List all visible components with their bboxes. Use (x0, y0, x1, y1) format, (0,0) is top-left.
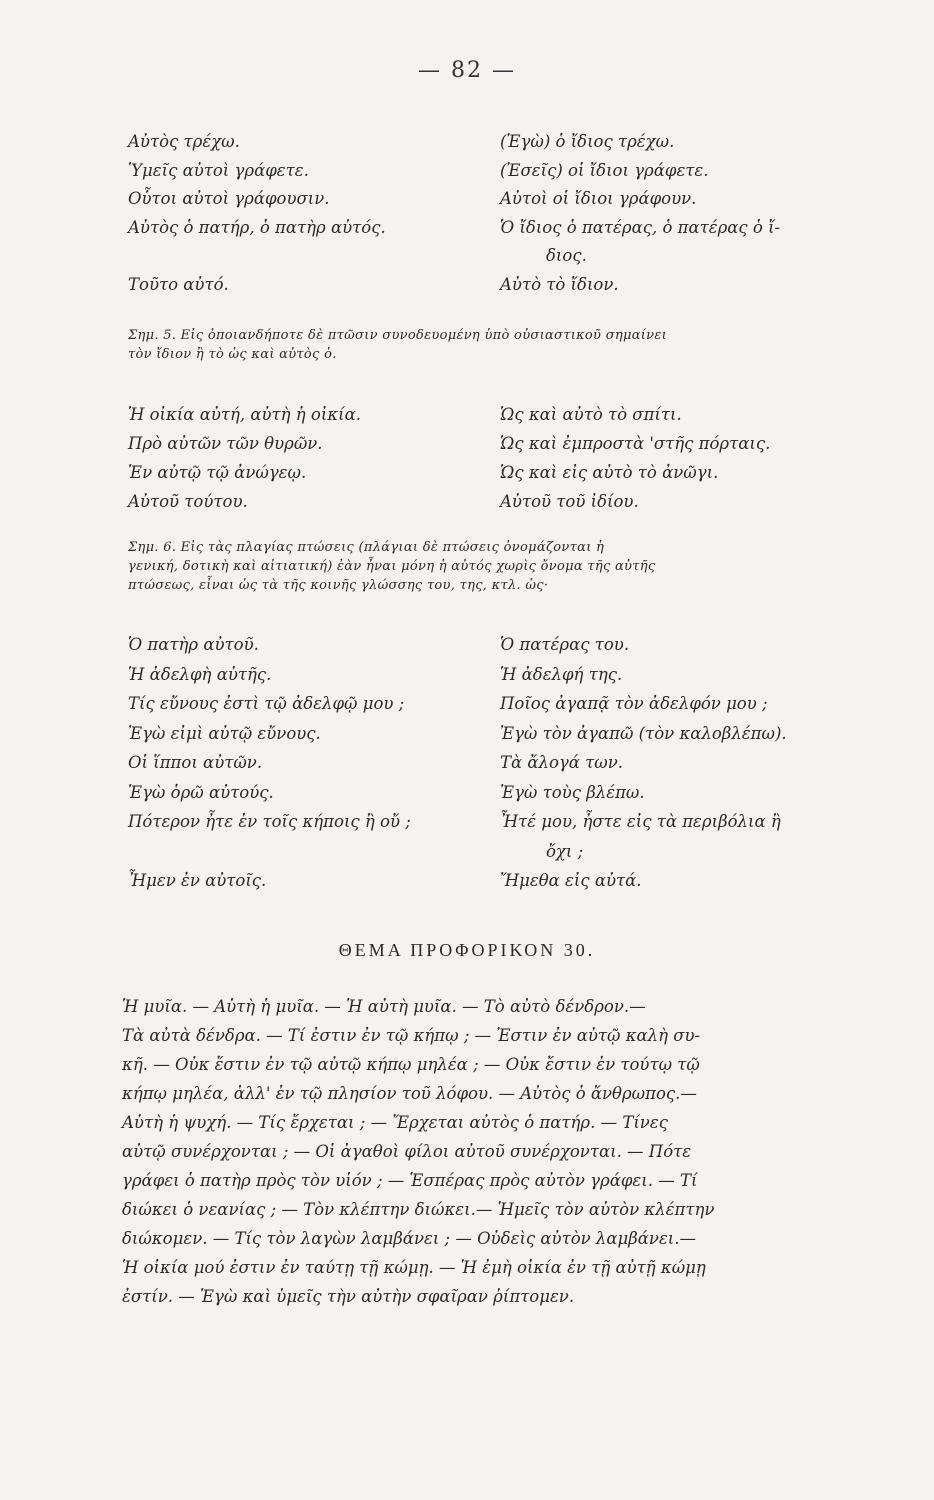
example-row (128, 429, 873, 458)
ancient-greek-example: Ὁ πατὴρ αὐτοῦ. (128, 635, 259, 654)
example-row (128, 660, 873, 690)
example-table-2 (128, 400, 873, 516)
example-row (128, 630, 873, 660)
ancient-greek-example: Αὐτὸς τρέχω. (128, 132, 240, 151)
modern-greek-translation: Αὐτὸ τὸ ἴδιον. (500, 274, 619, 294)
example-row (128, 271, 873, 300)
modern-greek-translation: Ἡ ἀδελφή της. (500, 664, 623, 684)
modern-greek-translation: διος. (546, 246, 587, 265)
modern-greek-translation: Ὁ πατέρας του. (500, 635, 630, 654)
modern-greek-translation: Τὰ ἄλογά των. (500, 753, 624, 772)
modern-greek-translation: Ὡς καὶ εἰς αὐτὸ τὸ ἀνῶγι. (500, 463, 719, 482)
ancient-greek-example: Ἐν αὐτῷ τῷ ἀνώγεῳ. (128, 463, 307, 482)
example-table-3 (128, 630, 873, 896)
ancient-greek-example: Αὐτοῦ τούτου. (128, 492, 248, 511)
example-row (128, 487, 873, 516)
ancient-greek-example: Ἡ οἰκία αὐτή, αὐτὴ ἡ οἰκία. (128, 405, 362, 424)
exercise-line: γράφει ὁ πατὴρ πρὸς τὸν υἱόν ; — Ἑσπέρας πρὸς αὐτὸν γράφει. — Τί (122, 1171, 698, 1190)
grammar-note-5 (128, 326, 873, 364)
note-line: Σημ. 5. Εἰς ὁποιανδήποτε δὲ πτῶσιν συνοδευομένη ὑπὸ οὐσιαστικοῦ σημαίνει (128, 328, 668, 343)
ancient-greek-example: Ὑμεῖς αὐτοὶ γράφετε. (128, 160, 309, 180)
example-row (128, 242, 873, 271)
modern-greek-translation: Ὡς καὶ αὐτὸ τὸ σπίτι. (500, 405, 682, 424)
modern-greek-translation: (Ἐγὼ) ὁ ἴδιος τρέχω. (500, 132, 675, 151)
exercise-line: διώκομεν. — Τίς τὸν λαγὼν λαμβάνει ; — Οὐδεὶς αὐτὸν λαμβάνει.— (122, 1229, 697, 1248)
exercise-line: Αὐτὴ ἡ ψυχή. — Τίς ἔρχεται ; — Ἔρχεται αὐτὸς ὁ πατήρ. — Τίνες (122, 1113, 668, 1132)
example-row (128, 807, 873, 837)
ancient-greek-example: Τίς εὔνους ἐστὶ τῷ ἀδελφῷ μου ; (128, 694, 405, 713)
note-line: γενική, δοτικὴ καὶ αἰτιατική) ἐὰν ἦναι μόνη ἡ αὐτός χωρὶς ὄνομα τῆς αὐτῆς (128, 559, 656, 574)
example-row (128, 719, 873, 749)
ancient-greek-example: Τοῦτο αὐτό. (128, 274, 229, 294)
modern-greek-translation: Αὐτοὶ οἱ ἴδιοι γράφουν. (500, 189, 697, 208)
modern-greek-translation: Ὡς καὶ ἐμπροστὰ 'στῆς πόρταις. (500, 434, 771, 453)
modern-greek-translation: Αὐτοῦ τοῦ ἰδίου. (500, 492, 639, 511)
note-line: τὸν ἴδιον ἢ τὸ ὡς καὶ αὐτὸς ὁ. (128, 347, 337, 362)
modern-greek-translation: Ἐγὼ τὸν ἀγαπῶ (τὸν καλοβλέπω). (500, 723, 787, 743)
exercise-line: Ἡ μυῖα. — Αὐτὴ ἡ μυῖα. — Ἡ αὐτὴ μυῖα. — Τὸ αὐτὸ δένδρον.— (122, 997, 646, 1016)
ancient-greek-example: Πρὸ αὐτῶν τῶν θυρῶν. (128, 434, 323, 453)
exercise-line: Τὰ αὐτὰ δένδρα. — Τί ἐστιν ἐν τῷ κήπῳ ; — Ἐστιν ἐν αὐτῷ καλὴ συ- (122, 1026, 701, 1045)
example-row (128, 214, 873, 243)
example-row (128, 748, 873, 778)
modern-greek-translation: Ἐγὼ τοὺς βλέπω. (500, 782, 645, 802)
exercise-line: διώκει ὁ νεανίας ; — Τὸν κλέπτην διώκει.— Ἡμεῖς τὸν αὐτὸν κλέπτην (122, 1200, 715, 1219)
example-row (128, 778, 873, 808)
ancient-greek-example: Οἱ ἵπποι αὐτῶν. (128, 753, 263, 772)
page-number: — 82 — (418, 58, 516, 83)
modern-greek-translation: ὄχι ; (546, 841, 584, 861)
note-line: Σημ. 6. Εἰς τὰς πλαγίας πτώσεις (πλάγιαι δὲ πτώσεις ὀνομάζονται ἡ (128, 540, 605, 555)
grammar-note-6 (128, 538, 873, 595)
exercise-line: Ἡ οἰκία μού ἐστιν ἐν ταύτῃ τῇ κώμῃ. — Ἡ ἐμὴ οἰκία ἐν τῇ αὐτῇ κώμῃ (122, 1258, 706, 1277)
example-row (128, 837, 873, 867)
exercise-line: αὐτῷ συνέρχονται ; — Οἱ ἀγαθοὶ φίλοι αὐτοῦ συνέρχονται. — Πότε (122, 1142, 692, 1161)
modern-greek-translation: (Ἐσεῖς) οἱ ἴδιοι γράφετε. (500, 160, 709, 180)
example-row (128, 866, 873, 896)
ancient-greek-example: Ἐγὼ ὁρῶ αὐτούς. (128, 782, 274, 802)
example-row (128, 689, 873, 719)
exercise-line: κῆ. — Οὐκ ἔστιν ἐν τῷ αὐτῷ κήπῳ μηλέα ; — Οὐκ ἔστιν ἐν τούτῳ τῷ (122, 1055, 700, 1074)
ancient-greek-example: Ἦμεν ἐν αὐτοῖς. (128, 871, 267, 890)
modern-greek-translation: Ὁ ἴδιος ὁ πατέρας, ὁ πατέρας ὁ ἴ- (500, 217, 781, 237)
ancient-greek-example: Ἐγὼ εἰμὶ αὐτῷ εὔνους. (128, 723, 321, 743)
ancient-greek-example: Αὐτὸς ὁ πατήρ, ὁ πατὴρ αὐτός. (128, 217, 386, 237)
example-row (128, 128, 873, 157)
example-row (128, 400, 873, 429)
exercise-heading: ΘΕΜΑ ΠΡΟΦΟΡΙΚΟΝ 30. (338, 940, 596, 960)
note-line: πτώσεως, εἶναι ὡς τὰ τῆς κοινῆς γλώσσης του, της, κτλ. ὡς· (128, 578, 549, 593)
modern-greek-translation: Ἤμεθα εἰς αὐτά. (500, 871, 642, 890)
exercise-line: κήπῳ μηλέα, ἀλλ' ἐν τῷ πλησίον τοῦ λόφου. — Αὐτὸς ὁ ἄνθρωπος.— (122, 1084, 697, 1103)
modern-greek-translation: Ἦτέ μου, ἦστε εἰς τὰ περιβόλια ἢ (500, 812, 781, 831)
example-row (128, 157, 873, 186)
ancient-greek-example: Ἡ ἀδελφὴ αὐτῆς. (128, 664, 272, 684)
exercise-line: ἐστίν. — Ἐγὼ καὶ ὑμεῖς τὴν αὐτὴν σφαῖραν ῥίπτομεν. (122, 1287, 575, 1306)
oral-exercise-text (122, 992, 870, 1311)
example-row (128, 458, 873, 487)
modern-greek-translation: Ποῖος ἀγαπᾷ τὸν ἀδελφόν μου ; (500, 694, 768, 713)
ancient-greek-example: Οὗτοι αὐτοὶ γράφουσιν. (128, 189, 330, 208)
example-table-1 (128, 128, 873, 299)
example-row (128, 185, 873, 214)
ancient-greek-example: Πότερον ἦτε ἐν τοῖς κήποις ἢ οὔ ; (128, 812, 411, 831)
